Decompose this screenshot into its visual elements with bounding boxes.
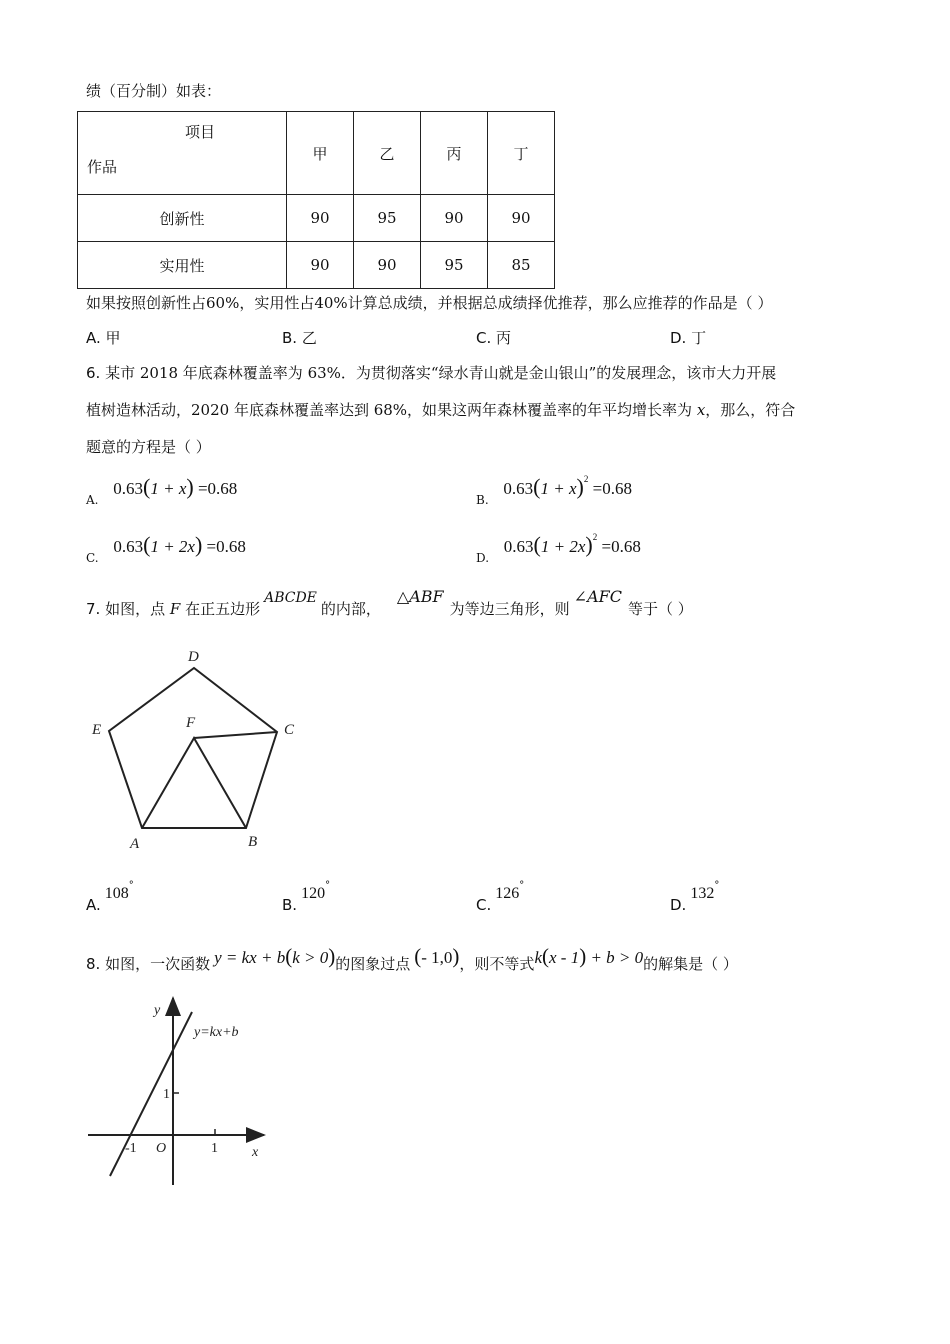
option-formula: $0.63(1 + 2x)^2 =0.68$ [503,532,641,557]
tick-x1-label: 1 [211,1141,218,1156]
label-a: A [130,836,140,852]
y-axis-label: y [154,1003,161,1018]
q6-variable: x [696,401,706,419]
q8-line: 8. 如图，一次函数 y = kx + b(k > 0)的图象过点 (- 1,0)，则不等式k(x - 1) + b > 0的解集是（ ） [86,944,738,973]
q8-point: - 1,0 [421,948,453,967]
table-header-row [78,112,555,195]
label-e: E [92,722,102,738]
q8-function: y = kx + b [214,948,286,967]
function-line [110,1012,192,1176]
table-row [78,195,555,242]
option-letter: B. [282,896,298,914]
formula-coef: 0.63 [113,537,144,556]
option-text: 乙 [301,329,317,347]
formula-inner: 1 + 2x [150,537,195,556]
question-number: 6. [86,364,101,382]
table-cell: 95 [421,242,488,289]
pentagon-figure [80,640,320,860]
formula-coef: 0.63 [503,537,534,556]
q7-text-5: 等于（ ） [627,600,693,618]
option-text: 甲 [105,329,121,347]
option-value: 120 [301,885,326,902]
table-cell: 90 [287,195,354,242]
q8-text-1: 如图，一次函数 [105,955,211,973]
corner-top-label: 项目 [185,123,216,141]
table-cell: 90 [421,195,488,242]
formula-coef: 0.63 [503,479,534,498]
formula-rhs: =0.68 [597,537,641,556]
q8-text-2: 的图象过点 [335,955,411,973]
q7-option-c[interactable] [476,880,525,914]
score-table [77,111,555,289]
option-letter: A. [86,329,101,347]
q7-angle-name: ∠AFC [573,587,622,606]
q5-option-b[interactable] [282,327,317,348]
q8-ineq-k: k [534,948,542,967]
q8-ineq-inner: x - 1 [548,948,580,967]
q8-text-3: ，则不等式 [459,955,535,973]
q7-pentagon-name: ABCDE [264,590,317,606]
origin-label: O [156,1141,167,1156]
formula-inner: 1 + x [150,479,187,498]
table-cell: 95 [354,195,421,242]
segment-fc [194,732,277,738]
table-cell: 90 [287,242,354,289]
q7-option-d[interactable] [670,880,720,914]
q7-text-4: 为等边三角形，则 [449,600,570,618]
degree-mark: ° [519,880,525,891]
table-cell: 85 [488,242,555,289]
formula-coef: 0.63 [113,479,144,498]
q7-point-f: F [169,600,181,618]
option-formula: 0.63(1 + 2x) =0.68 [113,532,246,557]
row-label: 实用性 [78,242,287,289]
degree-mark: ° [128,880,134,891]
option-letter: D. [476,551,490,565]
option-text: 丙 [496,329,512,347]
option-value: 108 [104,885,129,902]
q6-option-b[interactable] [476,474,632,507]
row-label: 创新性 [78,195,287,242]
q8-ineq-rest: + b > 0 [586,948,644,967]
pentagon-shape [109,668,277,828]
question-number: 8. [86,955,101,973]
table-cell: 90 [354,242,421,289]
q6-text-2b: ，那么，符合 [705,401,796,419]
q5-option-c[interactable] [476,327,511,348]
option-letter: D. [670,896,687,914]
column-header: 乙 [354,112,421,195]
table-row [78,242,555,289]
label-d: D [188,649,199,665]
table-cell: 90 [488,195,555,242]
line-label: y=kx+b [194,1025,239,1040]
q8-condition: k > 0 [292,948,329,967]
formula-rhs: =0.68 [588,479,632,498]
option-letter: C. [476,329,492,347]
option-letter: A. [86,896,101,914]
option-formula: 0.63(1 + x) =0.68 [113,474,238,499]
option-value: 132 [690,885,715,902]
q6-text-2a: 植树造林活动，2020 年底森林覆盖率达到 68%，如果这两年森林覆盖率的年平均增长率为 [86,401,697,419]
x-axis-label: x [252,1145,259,1160]
option-letter: D. [670,329,687,347]
corner-bottom-label: 作品 [87,158,118,176]
label-c: C [284,722,295,738]
triangle-abf [142,738,246,828]
linear-function-graph [84,990,284,1190]
formula-exponent: 2 [583,474,589,484]
q5-text: 如果按照创新性占60%，实用性占40%计算总成绩，并根据总成绩择优推荐，那么应推荐的作品是（ ） [86,294,773,312]
q5-option-d[interactable] [670,327,706,348]
option-letter: C. [86,551,99,565]
q6-line-3: 题意的方程是（ ） [86,438,211,456]
degree-mark: ° [714,880,720,891]
label-f: F [186,715,196,731]
intro-text: 绩（百分制）如表： [86,82,222,100]
table-corner-cell [78,112,287,195]
formula-inner: 1 + 2x [540,537,586,556]
formula-inner: 1 + x [540,479,577,498]
option-letter: B. [476,493,489,507]
option-text: 丁 [691,329,707,347]
formula-exponent: 2 [592,532,598,542]
q6-line-1 [86,362,776,383]
option-value: 126 [495,885,520,902]
q7-text-1: 如图，点 [105,600,170,618]
tick-neg1-label: -1 [125,1141,137,1156]
q6-option-d[interactable] [476,532,641,565]
degree-mark: ° [325,880,331,891]
option-letter: A. [86,493,99,507]
tick-y1-label: 1 [163,1087,170,1102]
q7-option-a[interactable] [86,880,134,914]
q6-line-2 [86,399,795,420]
q7-text-2: 在正五边形 [180,600,261,618]
column-header: 丙 [421,112,488,195]
option-formula: $0.63(1 + x)^2 =0.68$ [503,474,632,499]
label-b: B [248,834,258,850]
formula-rhs: =0.68 [202,537,246,556]
q6-option-a[interactable] [86,474,238,507]
formula-rhs: =0.68 [193,479,238,498]
q7-line [86,587,693,619]
column-header: 丁 [488,112,555,195]
q7-text-3: 的内部， [320,600,381,618]
q7-option-b[interactable] [282,880,331,914]
q6-text-1: 某市 2018 年底森林覆盖率为 63%．为贯彻落实“绿水青山就是金山银山”的发展理念，该市大力开展 [105,364,777,382]
q6-option-c[interactable] [86,532,246,565]
option-letter: B. [282,329,298,347]
column-header: 甲 [287,112,354,195]
q8-text-4: 的解集是（ ） [643,955,738,973]
question-number: 7. [86,600,101,618]
q5-option-a[interactable] [86,327,121,348]
q7-triangle-name: △ABF [396,587,444,606]
option-letter: C. [476,896,492,914]
